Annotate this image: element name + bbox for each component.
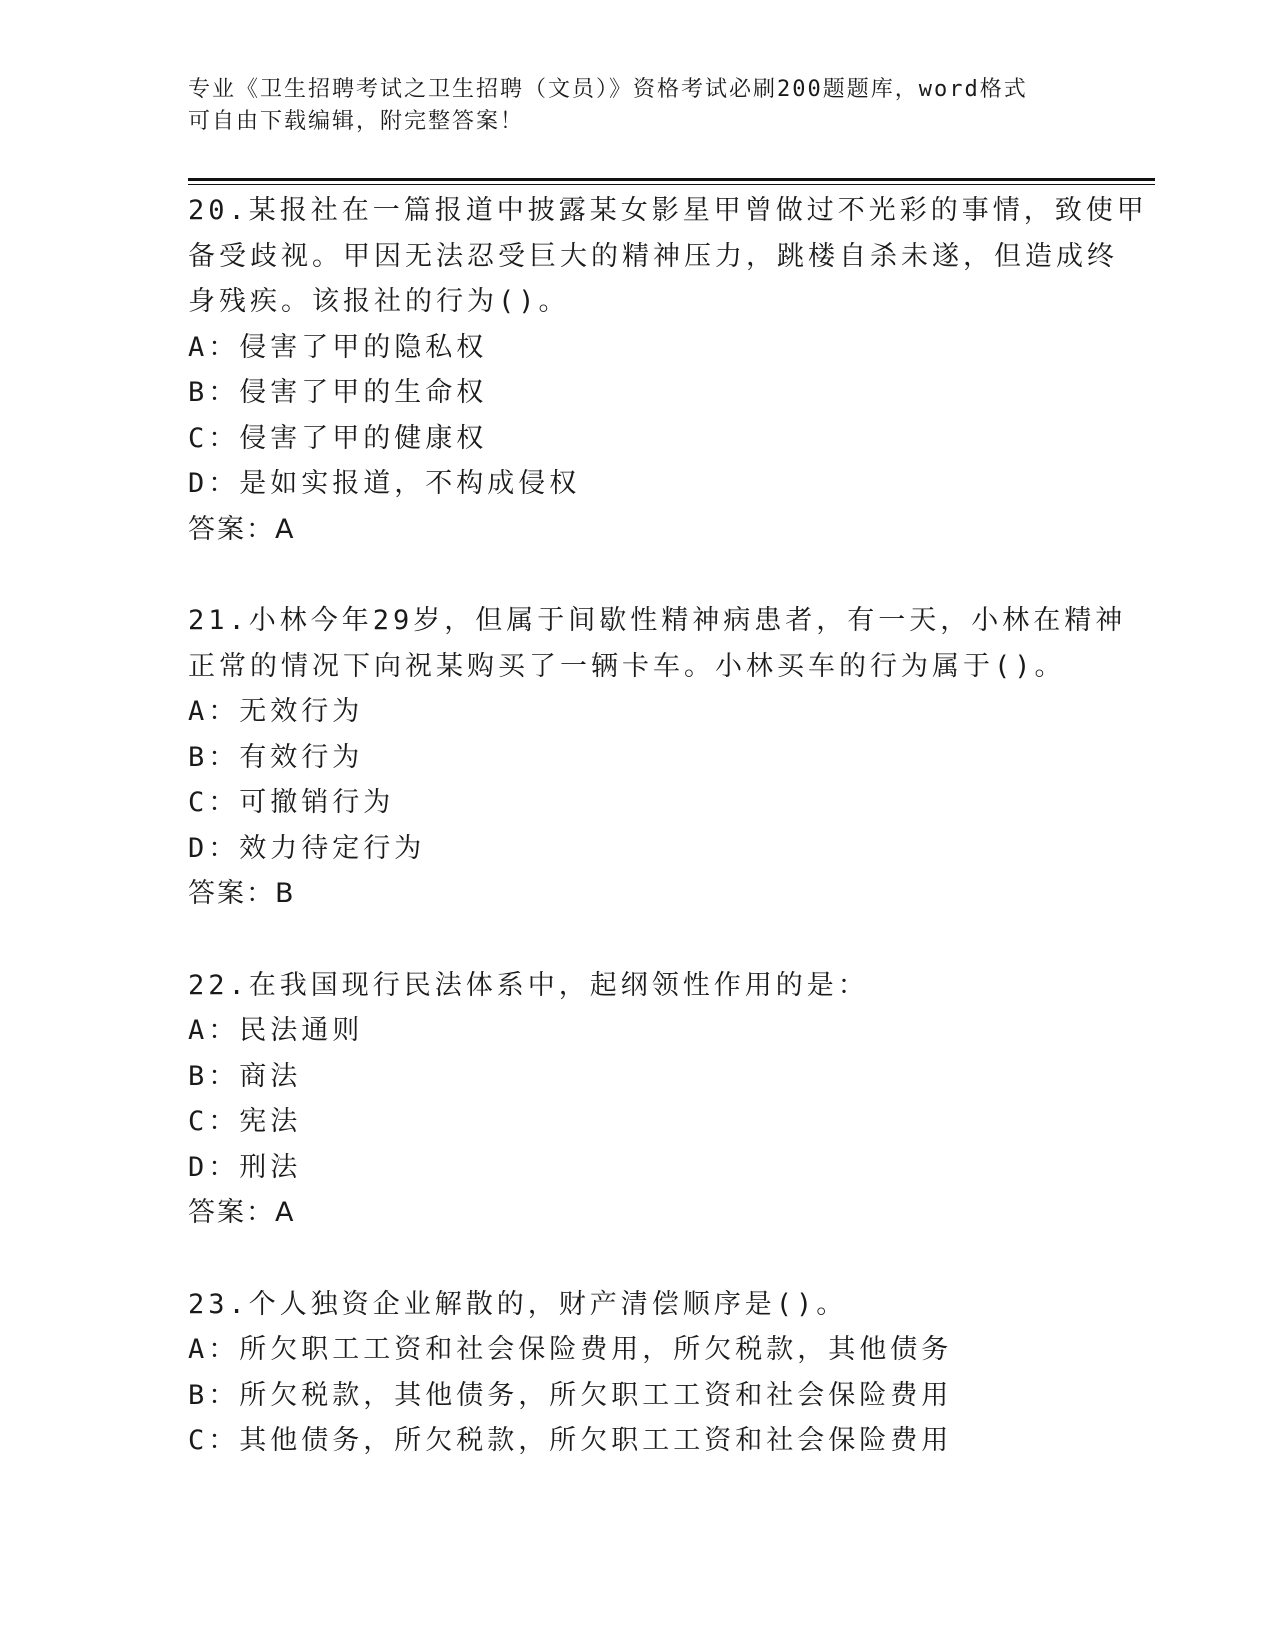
- option-c: C：宪法: [188, 1106, 302, 1137]
- document-header: [188, 74, 1088, 138]
- option-a: A：所欠职工工资和社会保险费用，所欠税款，其他债务: [188, 1334, 953, 1365]
- question-stem-line: 23.个人独资企业解散的，财产清偿顺序是()。: [188, 1288, 848, 1320]
- question-stem-line: 备受歧视。甲因无法忍受巨大的精神压力，跳楼自杀未遂，但造成终: [188, 240, 1118, 272]
- option-b: B：所欠税款，其他债务，所欠职工工资和社会保险费用: [188, 1379, 953, 1411]
- option-b: B：商法: [188, 1060, 302, 1092]
- question-stem-line: 身残疾。该报社的行为()。: [188, 286, 570, 317]
- answer-label: 答案：B: [188, 878, 296, 909]
- option-c: C：可撤销行为: [188, 787, 395, 818]
- option-d: D：是如实报道，不构成侵权: [188, 468, 581, 499]
- question-20: [188, 188, 1148, 552]
- option-d: D：刑法: [188, 1151, 302, 1183]
- question-list: [188, 188, 1148, 1464]
- question-stem-line: 22.在我国现行民法体系中，起纲领性作用的是：: [188, 969, 869, 1001]
- option-c: C：其他债务，所欠税款，所欠职工工资和社会保险费用: [188, 1425, 953, 1456]
- header-divider-thick: [188, 178, 1155, 181]
- option-a: A：侵害了甲的隐私权: [188, 331, 488, 363]
- question-stem-line: 20.某报社在一篇报道中披露某女影星甲曾做过不光彩的事情，致使甲: [188, 195, 1148, 226]
- question-stem-line: 21.小林今年29岁，但属于间歇性精神病患者，有一天，小林在精神: [188, 605, 1127, 636]
- header-title-line-1: 专业《卫生招聘考试之卫生招聘（文员）》资格考试必刷200题题库，word格式: [188, 77, 1028, 102]
- option-b: B：侵害了甲的生命权: [188, 377, 488, 408]
- question-22: [188, 963, 1088, 1236]
- question-21: [188, 598, 1127, 917]
- answer-label: 答案：A: [188, 1197, 296, 1228]
- option-d: D：效力待定行为: [188, 832, 426, 864]
- option-b: B：有效行为: [188, 741, 364, 773]
- header-title-line-2: 可自由下载编辑，附完整答案！: [188, 109, 525, 134]
- option-a: A：民法通则: [188, 1015, 364, 1046]
- option-a: A：无效行为: [188, 696, 364, 727]
- question-23: [188, 1282, 1088, 1464]
- option-c: C：侵害了甲的健康权: [188, 422, 488, 454]
- header-divider-thin: [188, 184, 1155, 185]
- question-stem-line: 正常的情况下向祝某购买了一辆卡车。小林买车的行为属于()。: [188, 650, 1066, 682]
- answer-label: 答案：A: [188, 513, 296, 545]
